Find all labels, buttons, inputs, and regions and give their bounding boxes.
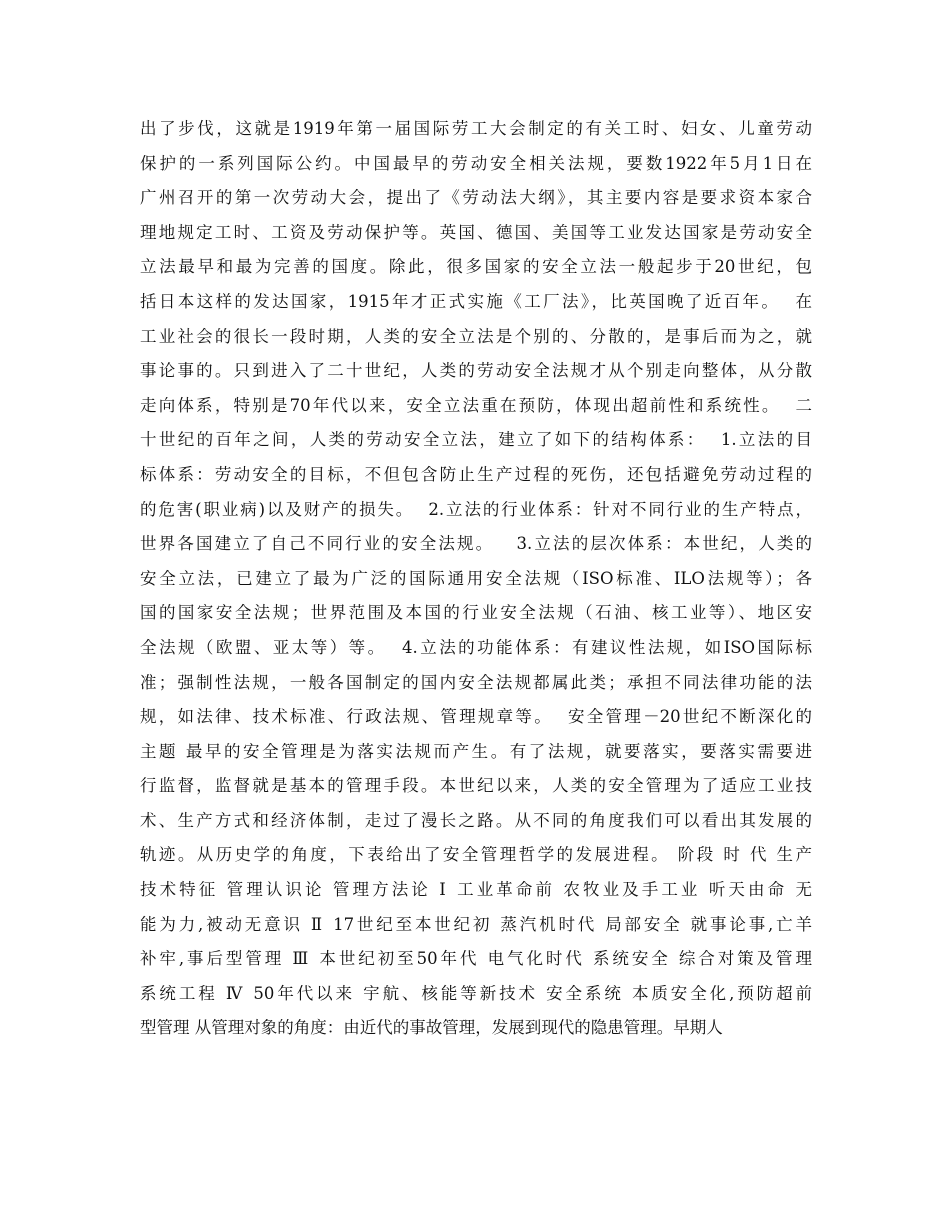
text-line: 的危害(职业病)以及财产的损失。 2.立法的行业体系：针对不同行业的生产特点， <box>140 499 812 519</box>
text-line: 安全立法，已建立了最为广泛的国际通用安全法规（ISO标准、ILO法规等）；各 <box>140 568 812 588</box>
body-text <box>140 112 812 1046</box>
text-line: 规，如法律、技术标准、行政法规、管理规章等。 安全管理－20世纪不断深化的 <box>140 707 812 727</box>
text-line: 能为力,被动无意识 Ⅱ 17世纪至本世纪初 蒸汽机时代 局部安全 就事论事,亡羊 <box>140 914 812 934</box>
text-line: 理地规定工时、工资及劳动保护等。英国、德国、美国等工业发达国家是劳动安全 <box>140 222 812 242</box>
text-line: 出了步伐，这就是1919年第一届国际劳工大会制定的有关工时、妇女、儿童劳动 <box>140 119 812 138</box>
text-line: 主题 最早的安全管理是为落实法规而产生。有了法规，就要落实，要落实需要进 <box>140 741 812 761</box>
text-line: 标体系：劳动安全的目标，不但包含防止生产过程的死伤，还包括避免劳动过程的 <box>140 464 812 484</box>
text-line: 准；强制性法规，一般各国制定的国内安全法规都属此类；承担不同法律功能的法 <box>140 672 812 692</box>
text-line: 行监督，监督就是基本的管理手段。本世纪以来，人类的安全管理为了适应工业技 <box>140 776 812 796</box>
text-line: 广州召开的第一次劳动大会，提出了《劳动法大纲》，其主要内容是要求资本家合 <box>140 188 812 208</box>
text-line: 系统工程 Ⅳ 50年代以来 宇航、核能等新技术 安全系统 本质安全化,预防超前 <box>140 983 812 1003</box>
text-line: 工业社会的很长一段时期，人类的安全立法是个别的、分散的，是事后而为之，就 <box>140 326 812 346</box>
text-line: 保护的一系列国际公约。中国最早的劳动安全相关法规，要数1922年5月1日在 <box>140 153 812 173</box>
text-line: 轨迹。从历史学的角度，下表给出了安全管理哲学的发展进程。 阶段 时 代 生产 <box>140 845 812 865</box>
text-line: 括日本这样的发达国家，1915年才正式实施《工厂法》，比英国晚了近百年。 在 <box>140 291 812 311</box>
text-line: 国的国家安全法规；世界范围及本国的行业安全法规（石油、核工业等）、地区安 <box>140 603 812 623</box>
text-line: 事论事的。只到进入了二十世纪，人类的劳动安全法规才从个别走向整体，从分散 <box>140 361 812 381</box>
text-line: 世界各国建立了自己不同行业的安全法规。 3.立法的层次体系：本世纪，人类的 <box>140 534 812 554</box>
text-line: 十世纪的百年之间，人类的劳动安全立法，建立了如下的结构体系： 1.立法的目 <box>140 430 812 450</box>
text-line: 术、生产方式和经济体制，走过了漫长之路。从不同的角度我们可以看出其发展的 <box>140 810 812 830</box>
text-line: 补牢,事后型管理 Ⅲ 本世纪初至50年代 电气化时代 系统安全 综合对策及管理 <box>140 949 812 969</box>
text-line: 立法最早和最为完善的国度。除此，很多国家的安全立法一般起步于20世纪，包 <box>140 257 812 277</box>
text-line: 走向体系，特别是70年代以来，安全立法重在预防，体现出超前性和系统性。 二 <box>140 395 812 415</box>
text-line: 技术特征 管理认识论 管理方法论 Ⅰ 工业革命前 农牧业及手工业 听天由命 无 <box>140 880 812 900</box>
text-line: 全法规（欧盟、亚太等）等。 4.立法的功能体系：有建议性法规，如ISO国际标 <box>140 637 812 657</box>
text-line: 型管理 从管理对象的角度：由近代的事故管理，发展到现代的隐患管理。早期人 <box>140 1018 723 1038</box>
